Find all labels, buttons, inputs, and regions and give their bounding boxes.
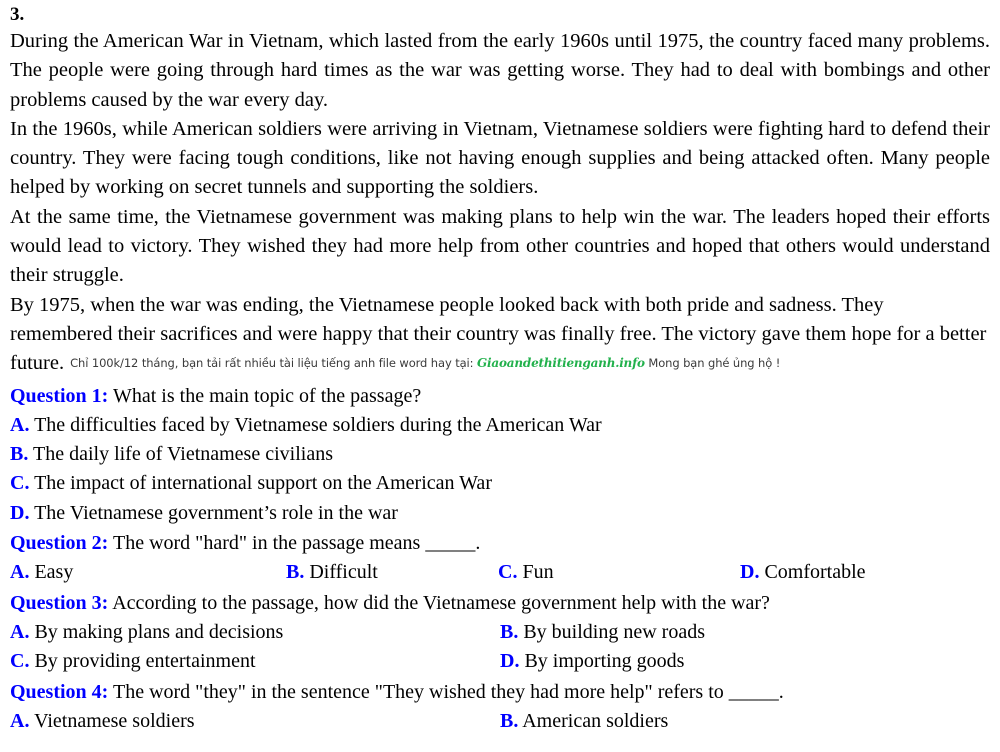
question-2-label: Question 2: xyxy=(10,532,109,555)
question-1-option-c-row xyxy=(10,469,990,498)
question-4-line xyxy=(10,678,990,707)
option-letter: D. xyxy=(500,650,520,673)
question-1-line xyxy=(10,382,990,411)
question-3-option-a[interactable] xyxy=(10,618,283,647)
option-letter: A. xyxy=(10,620,30,643)
passage-paragraph-4 xyxy=(10,291,990,381)
watermark-site-link[interactable]: Giaoandethitienganh.info xyxy=(477,356,645,371)
passage-paragraph-2: In the 1960s, while American soldiers were arriving in Vietnam, Vietnamese soldiers were fighting hard to defend their country. They were facing tough conditions, like not having enough supplies and being attacked often. Many people helped by working on secret tunnels and supporting the soldiers. xyxy=(10,117,990,199)
question-3-option-d[interactable] xyxy=(500,647,684,676)
option-text: The Vietnamese government’s role in the war xyxy=(29,501,398,524)
option-letter: A. xyxy=(10,561,30,584)
question-1-text: What is the main topic of the passage? xyxy=(108,384,422,407)
option-text: By building new roads xyxy=(518,620,705,643)
question-3-options-row-2 xyxy=(10,647,990,676)
question-1-option-a[interactable] xyxy=(10,411,990,440)
question-1-option-d[interactable] xyxy=(10,499,990,528)
option-letter: B. xyxy=(10,443,29,466)
question-4-options-row-1 xyxy=(10,707,990,736)
option-text: Difficult xyxy=(304,561,378,584)
option-text: The daily life of Vietnamese civilians xyxy=(28,443,333,466)
question-2-text: The word "hard" in the passage means _____. xyxy=(108,532,481,555)
option-text: The impact of international support on the American War xyxy=(29,472,492,495)
question-3-option-b[interactable] xyxy=(500,618,705,647)
question-block-3 xyxy=(10,589,990,677)
question-1-option-b[interactable] xyxy=(10,440,990,469)
passage-paragraph-1: During the American War in Vietnam, which lasted from the early 1960s until 1975, the country faced many problems. The people were going through hard times as the war was getting worse. They had to deal with bombings and other problems caused by the war every day. xyxy=(10,30,990,111)
question-block-2 xyxy=(10,529,990,588)
passage-paragraph-4-text: By 1975, when the war was ending, the Vietnamese people looked back with both pride and sadness. They remembered their sacrifices and were happy that their country was finally free. The victory gave them hope for a better future. xyxy=(10,293,987,375)
option-letter: C. xyxy=(10,650,30,673)
question-3-option-c[interactable] xyxy=(10,647,256,676)
question-3-text: According to the passage, how did the Vietnamese government help with the war? xyxy=(108,591,770,614)
question-4-label: Question 4: xyxy=(10,680,109,703)
option-letter: A. xyxy=(10,709,30,732)
option-letter: B. xyxy=(500,709,519,732)
option-text: American soldiers xyxy=(518,709,669,732)
option-letter: C. xyxy=(10,472,30,495)
question-4-option-a[interactable] xyxy=(10,707,195,736)
option-text: Vietnamese soldiers xyxy=(29,709,195,732)
option-text: By providing entertainment xyxy=(29,650,256,673)
question-block-1 xyxy=(10,382,990,528)
watermark-after-text: Mong bạn ghé ủng hộ ! xyxy=(648,356,781,371)
watermark-line xyxy=(70,356,780,370)
option-text: Fun xyxy=(517,561,554,584)
option-text: Comfortable xyxy=(759,561,866,584)
option-text: The difficulties faced by Vietnamese soldiers during the American War xyxy=(29,413,602,436)
question-1-label: Question 1: xyxy=(10,384,109,407)
question-3-options-row-1 xyxy=(10,618,990,647)
option-text: By making plans and decisions xyxy=(29,620,284,643)
option-letter: D. xyxy=(740,561,760,584)
option-text: By importing goods xyxy=(519,650,685,673)
question-3-line xyxy=(10,589,990,618)
question-1-option-b-row xyxy=(10,440,990,469)
question-2-option-d[interactable] xyxy=(740,558,866,587)
question-block-4 xyxy=(10,678,990,737)
question-4-option-b[interactable] xyxy=(500,707,668,736)
passage-paragraph-3: At the same time, the Vietnamese government was making plans to help win the war. The leaders hoped their efforts would lead to victory. They wished they had more help from other countries and hoped that others would understand their struggle. xyxy=(10,205,990,287)
question-2-option-c[interactable] xyxy=(498,558,554,587)
question-1-option-c[interactable] xyxy=(10,469,990,498)
exercise-number: 3. xyxy=(10,4,25,25)
option-letter: D. xyxy=(10,501,30,524)
question-1-option-d-row xyxy=(10,499,990,528)
option-letter: C. xyxy=(498,561,518,584)
question-2-line xyxy=(10,529,990,558)
question-4-text: The word "they" in the sentence "They wished they had more help" refers to _____. xyxy=(108,680,784,703)
question-1-option-a-row xyxy=(10,411,990,440)
option-letter: B. xyxy=(286,561,305,584)
option-text: Easy xyxy=(29,561,74,584)
question-2-option-b[interactable] xyxy=(286,558,378,587)
question-2-option-a[interactable] xyxy=(10,558,73,587)
question-3-label: Question 3: xyxy=(10,591,109,614)
option-letter: A. xyxy=(10,413,30,436)
option-letter: B. xyxy=(500,620,519,643)
watermark-before-text: Chỉ 100k/12 tháng, bạn tải rất nhiều tài liệu tiếng anh file word hay tại: xyxy=(70,356,474,371)
question-2-options-row xyxy=(10,558,990,587)
